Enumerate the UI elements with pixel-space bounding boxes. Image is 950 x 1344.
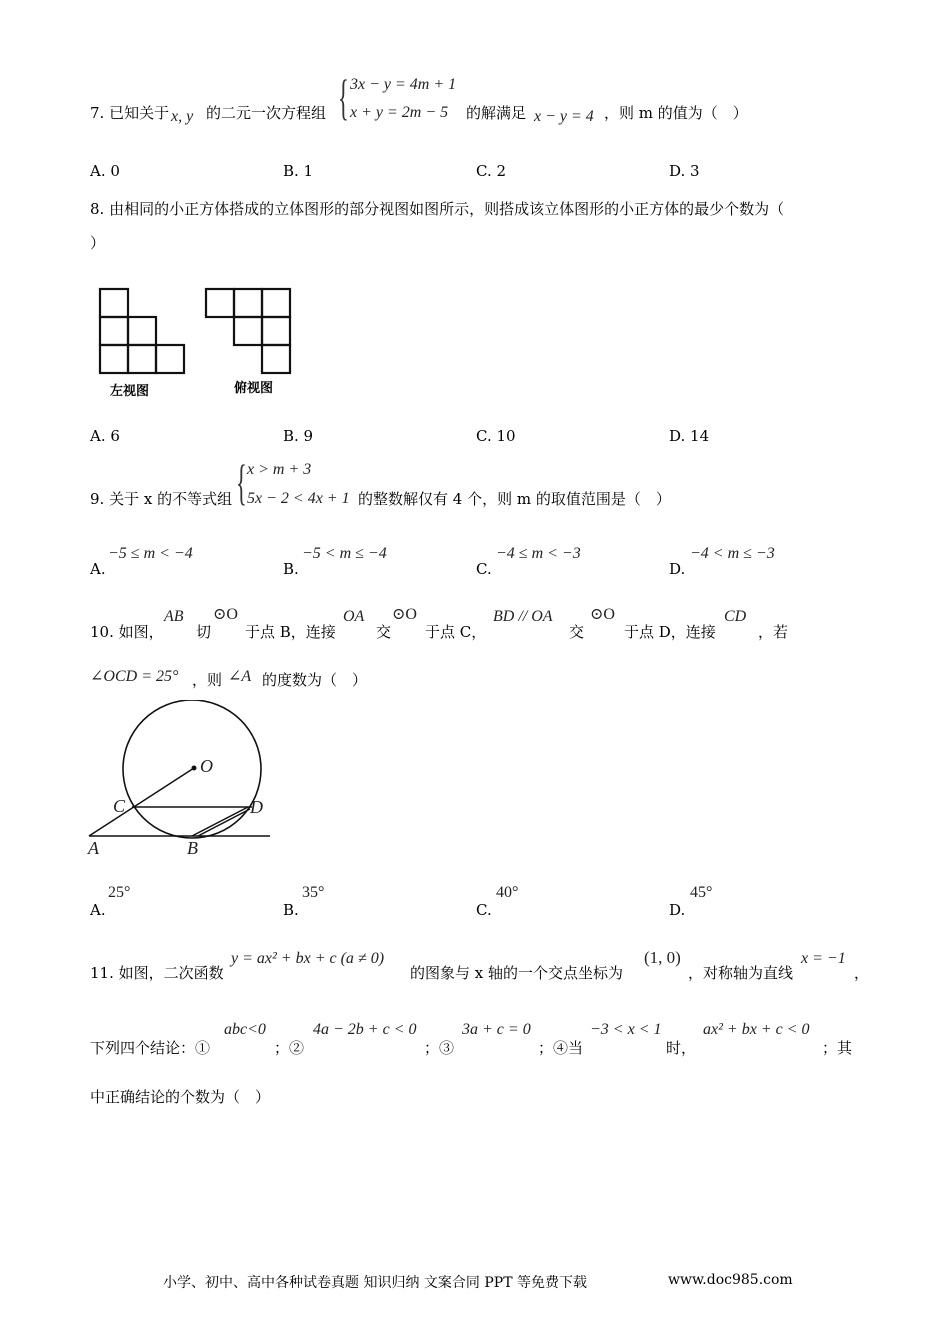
q7-vars: x, y [171, 108, 194, 125]
q10-circle-o-3: ⊙O [590, 606, 615, 623]
q8-option-d: D. 14 [669, 427, 710, 445]
left-view-label: 左视图 [110, 384, 150, 399]
line-bd-2 [198, 809, 250, 836]
q8-option-b: B. 9 [283, 427, 314, 445]
q11-conclusion-2: 4a − 2b + c < 0 [313, 1021, 417, 1038]
q11-conclusion-4-range: −3 < x < 1 [590, 1021, 662, 1038]
q9-brace: { [236, 454, 247, 510]
q11-point: (1, 0) [644, 948, 681, 967]
label-o: O [200, 756, 213, 776]
footer-site-link[interactable]: www.doc985.com [668, 1272, 793, 1288]
q10-p6: 交 [569, 623, 585, 641]
q8-option-c: C. 10 [476, 427, 516, 445]
center-point-o [192, 766, 197, 771]
q7-suffix: ，则 m 的值为（ ） [604, 104, 748, 122]
q11-l2f: ；其 [822, 1039, 853, 1057]
q10-option-b: 35° [302, 884, 325, 901]
top-view-label: 俯视图 [234, 381, 274, 396]
q10-p7: 于点 D，连接 [624, 623, 716, 641]
q9-prefix: 9. 关于 x 的不等式组 [90, 490, 233, 508]
q11-l2e: 时， [666, 1039, 697, 1057]
q9-ineq2: 5x − 2 < 4x + 1 [247, 490, 350, 507]
q7-eq2: x + y = 2m − 5 [350, 104, 449, 121]
q7-mid: 的二元一次方程组 [206, 104, 327, 122]
q7-eq1: 3x − y = 4m + 1 [350, 76, 457, 93]
q7-brace: { [338, 69, 349, 125]
q10-option-a: 25° [108, 884, 131, 901]
q7-mid2: 的解满足 [466, 104, 527, 122]
q10-circle-figure [80, 700, 280, 860]
q11-p1: 11. 如图，二次函数 [90, 964, 224, 982]
q10-option-b-label: B. [283, 901, 299, 919]
q9-option-a: −5 ≤ m < −4 [108, 545, 193, 562]
q11-p4: ， [854, 964, 870, 982]
q10-cd: CD [724, 608, 747, 625]
q11-l2a: 下列四个结论：① [90, 1039, 211, 1057]
q7-option-d: D. 3 [669, 162, 700, 180]
q10-oa: OA [343, 608, 365, 625]
q9-option-d-label: D. [669, 560, 686, 578]
q9-suffix: 的整数解仅有 4 个，则 m 的取值范围是（ ） [358, 490, 671, 508]
q10-angle-a: ∠A [228, 668, 252, 685]
q10-ab: AB [164, 608, 184, 625]
q10-p9: ，则 [192, 671, 223, 689]
q7-option-c: C. 2 [476, 162, 507, 180]
label-d: D [250, 797, 263, 817]
q7-cond: x − y = 4 [534, 108, 594, 125]
q10-circle-o-1: ⊙O [213, 606, 238, 623]
q10-option-d-label: D. [669, 901, 686, 919]
q11-l2c: ；③ [424, 1039, 455, 1057]
q10-p4: 交 [376, 623, 392, 641]
q9-option-d: −4 < m ≤ −3 [690, 545, 775, 562]
q10-p10: 的度数为（ ） [262, 671, 368, 689]
q11-l2d: ；④当 [538, 1039, 584, 1057]
q11-l3: 中正确结论的个数为（ ） [90, 1088, 271, 1106]
q10-p1: 10. 如图， [90, 623, 164, 641]
q10-p3: 于点 B，连接 [245, 623, 336, 641]
q10-bd-parallel-oa: BD // OA [493, 608, 553, 625]
q7-option-b: B. 1 [283, 162, 314, 180]
q8-text-2: ） [90, 234, 106, 252]
q10-option-c-label: C. [476, 901, 492, 919]
q9-option-a-label: A. [90, 560, 106, 578]
q7-prefix: 7. 已知关于 [90, 104, 170, 122]
q10-option-c: 40° [496, 884, 519, 901]
q9-option-c-label: C. [476, 560, 492, 578]
q11-function: y = ax² + bx + c (a ≠ 0) [231, 950, 385, 967]
top-view-grid [206, 289, 290, 373]
q8-option-a: A. 6 [90, 427, 120, 445]
q9-ineq1: x > m + 3 [247, 461, 312, 478]
q10-option-d: 45° [690, 884, 713, 901]
q10-circle-o-2: ⊙O [392, 606, 417, 623]
line-ao [89, 768, 194, 836]
q8-text: 8. 由相同的小正方体搭成的立体图形的部分视图如图所示，则搭成该立体图形的小正方体的最少个数为（ [90, 200, 785, 218]
q11-p3: ，对称轴为直线 [688, 964, 794, 982]
q11-conclusion-1: abc<0 [224, 1021, 266, 1038]
footer-text: 小学、初中、高中各种试卷真题 知识归纳 文案合同 PPT 等免费下载 [163, 1275, 587, 1291]
left-view-grid [100, 289, 184, 373]
q10-option-a-label: A. [90, 901, 106, 919]
q9-option-c: −4 ≤ m < −3 [496, 545, 581, 562]
q10-angle-ocd: ∠OCD = 25° [90, 668, 179, 685]
q11-l2b: ；② [274, 1039, 305, 1057]
q11-axis: x = −1 [801, 950, 846, 967]
q7-option-a: A. 0 [90, 162, 120, 180]
label-c: C [113, 796, 126, 816]
q9-option-b: −5 < m ≤ −4 [302, 545, 387, 562]
q11-conclusion-4: ax² + bx + c < 0 [703, 1021, 810, 1038]
q9-option-b-label: B. [283, 560, 299, 578]
q10-p2: 切 [196, 623, 212, 641]
q10-p5: 于点 C， [425, 623, 487, 641]
label-b: B [187, 838, 198, 858]
label-a: A [88, 838, 99, 858]
q10-p8: ，若 [758, 623, 789, 641]
q11-p2: 的图象与 x 轴的一个交点坐标为 [410, 964, 623, 982]
q11-conclusion-3: 3a + c = 0 [462, 1021, 531, 1038]
